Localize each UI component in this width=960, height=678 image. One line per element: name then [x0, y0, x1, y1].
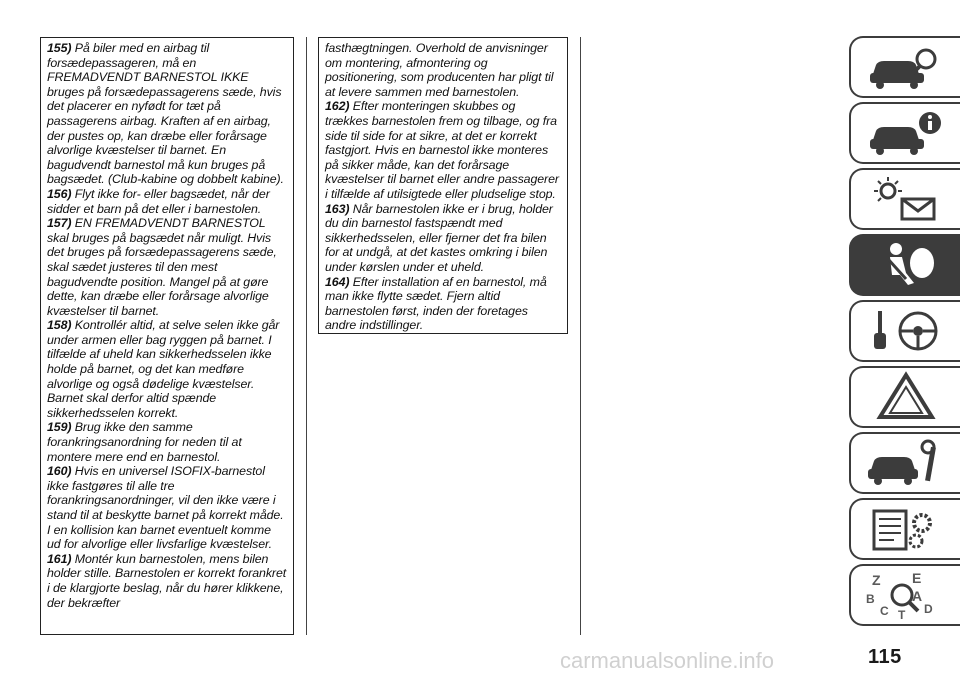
car-search-icon [862, 41, 950, 93]
watermark: carmanualsonline.info [560, 648, 775, 673]
warning-160: 160) Hvis en universel ISOFIX-barnestol ikke fastgøres til alle tre forankringsanordninger, vil den ikke være i stand til at beskytte barnet på korrekt måde. I en kollision kan barnet eventuelt komme ud for alvorlige eller livsfarlige kvæstelser. [47, 464, 284, 552]
warning-triangle-icon [862, 371, 950, 423]
warning-lights-icon [862, 173, 950, 225]
car-service-wrench-icon [862, 437, 950, 489]
svg-text:E: E [911, 570, 921, 586]
tab-safety[interactable] [849, 234, 960, 296]
tab-service-maintenance[interactable] [849, 432, 960, 494]
warning-155: 155) På biler med en airbag til forsædepassageren, må en FREMADVENDT BARNESTOL IKKE bruges på forsædepassagerens sæde, hvis det placerer en nyfødt for tæt på passagerens airbag. Kraften af en airbag, der pustes op, kan dræbe eller forårsage alvorlige kvæstelser til barnet. En bagudvendt barnestol må kun bruges på bagsædet. (Club-kabine og dobbelt kabine). [47, 41, 284, 187]
warning-162: 162) Efter monteringen skubbes og trækkes barnestolen frem og tilbage, og fra side til side for at sikre, at det er korrekt fastgjort. Hvis en barnestol ikke monteres på sikker måde, kan det forårsage kvæstelser til barnet eller andre passagerer i tilfælde af utilsigtede eller pludselige stop. [325, 99, 559, 201]
column-divider [306, 37, 307, 635]
svg-text:T: T [897, 608, 905, 621]
svg-text:D: D [923, 602, 933, 616]
svg-text:A: A [911, 588, 922, 604]
warnings-column-right [318, 37, 568, 334]
svg-text:B: B [865, 592, 875, 606]
warning-163: 163) Når barnestolen ikke er i brug, holder du din barnestol fastspændt med sikkerhedsselen, eller fjerner det fra bilen for at undgå, at det kastes omkring i bilen under kørslen under et uheld. [325, 201, 553, 274]
tab-emergency[interactable] [849, 366, 960, 428]
page-number: 115 [868, 646, 902, 668]
warnings-column-left [40, 37, 294, 635]
tab-starting-driving[interactable] [849, 300, 960, 362]
tab-car-search[interactable] [849, 36, 960, 98]
warning-156: 156) Flyt ikke for- eller bagsædet, når der sidder et barn på det eller i barnestolen. [47, 186, 270, 216]
car-info-icon [862, 107, 950, 159]
tab-technical-specs[interactable] [849, 498, 960, 560]
warning-157: 157) EN FREMADVENDT BARNESTOL skal bruges på bagsædet når muligt. Hvis det bruges på forsædepassagerens sæde, skal sædet justeres til den mest bagudvendte position. Mangel på at gøre dette, kan dræbe eller forårsage alvorlige kvæstelser til barnet. [47, 216, 277, 318]
column-divider [580, 37, 581, 635]
warning-158: 158) Kontrollér altid, at selve selen ikke går under armen eller bag ryggen på barnet. I tilfælde af uheld kan sikkerhedsselen ikke holde på barnet, og det kan medføre alvorlige og også dødelige kvæstelser. Barnet skal derfor altid spænde sikkerhedsselen korrekt. [47, 318, 280, 420]
warning-159: 159) Brug ikke den samme forankringsanordning for neden til at montere mere end en barnestol. [47, 420, 242, 464]
warning-164: 164) Efter installation af en barnestol, må man ikke flytte sædet. Fjern altid barnestolen først, inden der foretages andre indstillinger. [325, 274, 547, 333]
warning-161-continuation: fasthægtningen. Overhold de anvisninger om montering, afmontering og positionering, som producenten har pligt til at levere sammen med barnestolen. [325, 41, 554, 99]
specs-gears-icon [862, 503, 950, 555]
airbag-safety-icon [862, 239, 950, 291]
warning-161: 161) Montér kun barnestolen, mens bilen holder stille. Barnestolen er korrekt forankret i de klargjorte beslag, når du hører klikkene, der bekræfter [47, 551, 287, 610]
tab-car-info[interactable] [849, 102, 960, 164]
svg-text:Z: Z [871, 572, 881, 588]
tab-index[interactable] [849, 564, 960, 626]
alphabetical-index-icon [862, 569, 950, 621]
key-steering-wheel-icon [862, 305, 950, 357]
tab-warning-lights[interactable] [849, 168, 960, 230]
svg-text:C: C [879, 604, 889, 618]
